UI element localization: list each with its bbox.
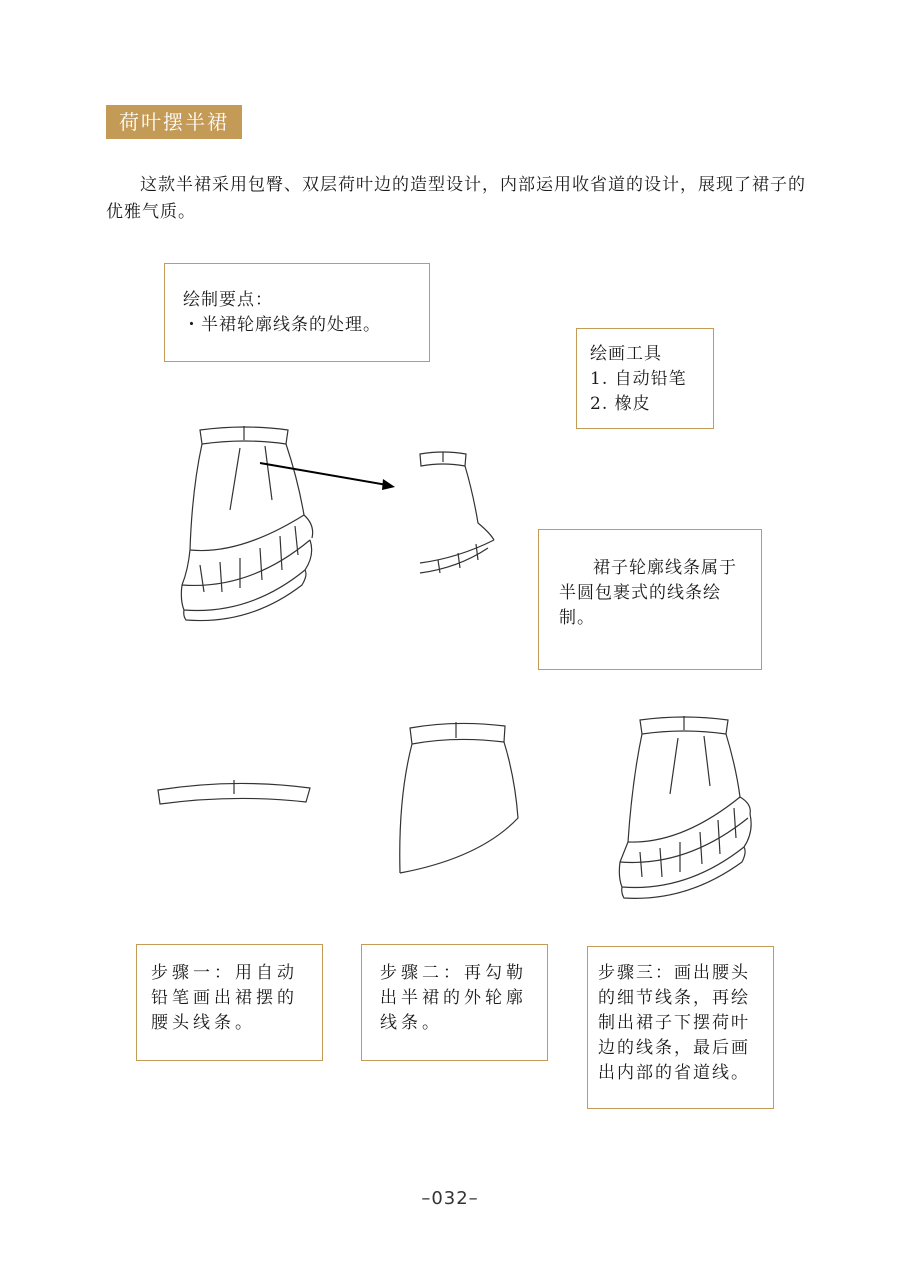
drawing-points-heading: 绘制要点： [183,290,273,310]
step3-text: 步骤三：画出腰头的细节线条，再绘制出裙子下摆荷叶边的线条，最后画出内部的省道线。 [598,963,750,1083]
step2-box [361,944,548,1061]
step1-text: 步骤一：用自动铅笔画出裙摆的腰头线条。 [151,963,298,1033]
skirt-main-illustration [170,420,330,630]
step2-outline-illustration [390,718,525,883]
intro-paragraph [106,172,806,226]
intro-text: 这款半裙采用包臀、双层荷叶边的造型设计，内部运用收省道的设计，展现了裙子的优雅气质。 [106,175,806,222]
step1-box [136,944,323,1061]
drawing-tools-heading: 绘画工具 [590,344,662,364]
step2-text: 步骤二：再勾勒出半裙的外轮廓线条。 [380,963,527,1033]
step3-full-skirt-illustration [612,712,762,907]
drawing-tools-box [576,328,714,429]
step1-waistband-illustration [150,772,320,817]
outline-note-text: 裙子轮廓线条属于半圆包裹式的线条绘制。 [559,558,737,628]
step3-box [587,946,774,1109]
arrow-icon [255,455,405,495]
section-title: 荷叶摆半裙 [106,105,242,139]
page-number: –032– [421,1188,479,1209]
drawing-tools-item: 2. 橡皮 [590,394,651,414]
drawing-points-box [164,263,430,362]
drawing-tools-item: 1. 自动铅笔 [590,369,687,389]
outline-note-box [538,529,762,670]
skirt-detail-illustration [418,448,498,576]
drawing-points-item: ・半裙轮廓线条的处理。 [183,315,381,335]
